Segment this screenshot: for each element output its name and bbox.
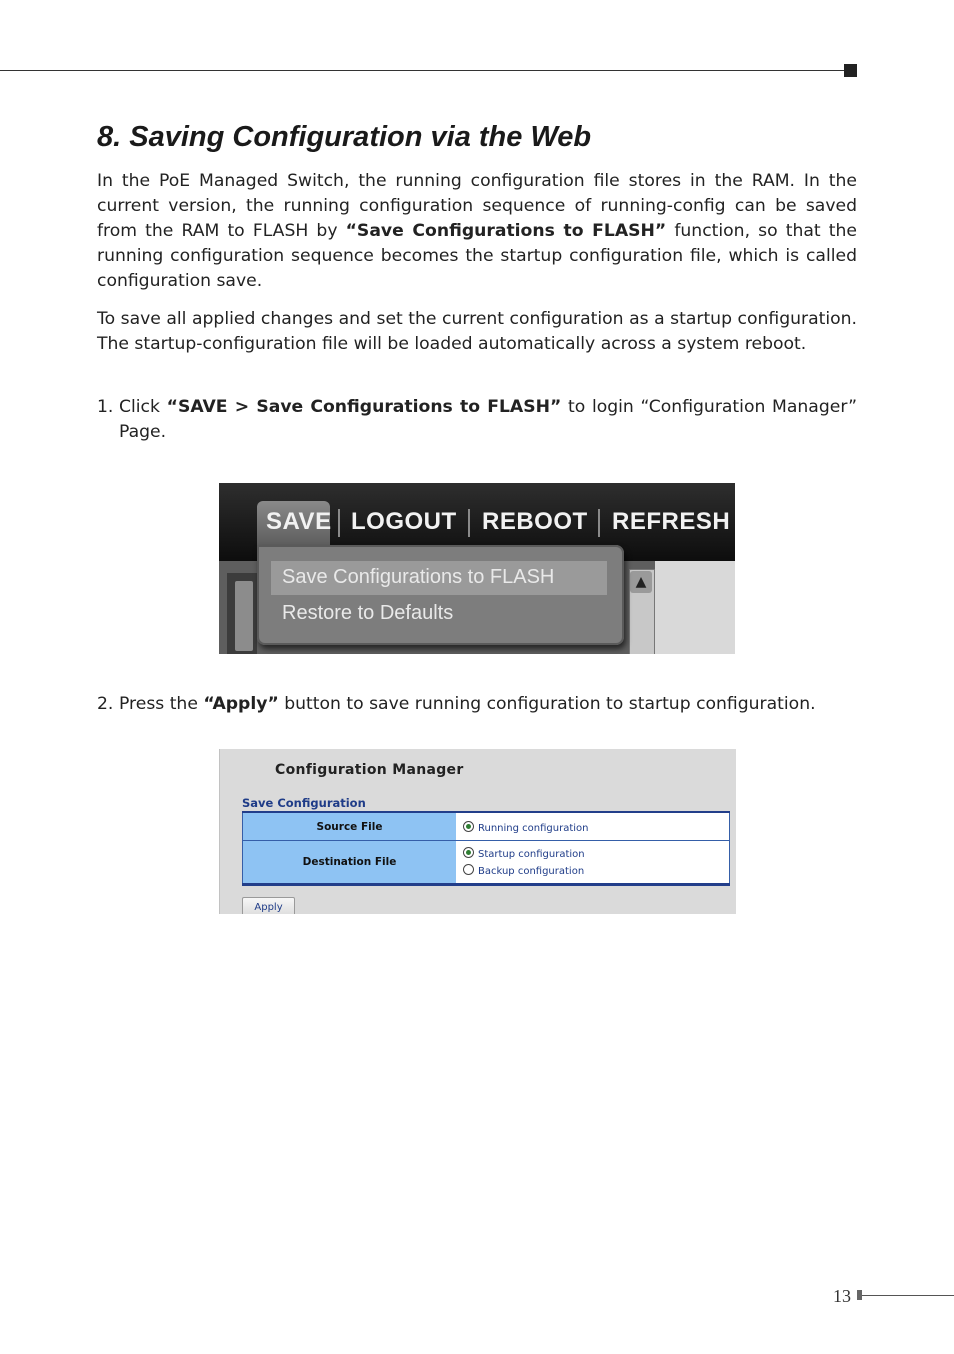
radio-backup-config[interactable] (463, 864, 584, 877)
source-file-label: Source File (242, 813, 457, 840)
step-bold-text: “SAVE > Save Configurations to FLASH” (166, 397, 562, 417)
config-manager-title: Configuration Manager (275, 762, 464, 778)
step-text: to login “Configuration Manager” Page. (119, 397, 858, 442)
dropdown-item-restore-defaults[interactable]: Restore to Defaults (282, 602, 454, 624)
save-dropdown-menu (257, 545, 624, 645)
menu-item-save[interactable]: SAVE (266, 508, 332, 535)
radio-selected-icon[interactable] (463, 821, 474, 832)
config-manager-screenshot (219, 749, 736, 914)
destination-file-cell (456, 841, 730, 883)
radio-label: Running configuration (478, 823, 589, 834)
background-button (235, 581, 253, 651)
radio-startup-config[interactable] (463, 847, 585, 860)
step-1-number: 1. (97, 397, 114, 417)
step-2-number: 2. (97, 694, 114, 714)
header-rule (0, 70, 846, 71)
step-text: Click (119, 397, 167, 417)
paragraph-text: In the PoE Managed Switch, the running configuration file stores in the RAM. In the current version, the running configuration sequence of running-config can be saved from the RAM to FLASH by (97, 171, 857, 241)
page-number: 13 (833, 1286, 851, 1306)
step-bold-text: “Apply” (203, 694, 279, 714)
dropdown-item-save-to-flash[interactable]: Save Configurations to FLASH (282, 566, 555, 588)
radio-label: Startup configuration (478, 849, 585, 860)
destination-file-label: Destination File (242, 841, 457, 883)
step-text: Press the (119, 694, 204, 714)
background-content (655, 561, 735, 654)
section-heading: 8. Saving Configuration via the Web (97, 121, 592, 153)
menu-item-refresh[interactable]: REFRESH (612, 508, 731, 535)
menu-item-logout[interactable]: LOGOUT (351, 508, 457, 535)
footer-rule (862, 1295, 954, 1296)
step-1-text (119, 395, 857, 445)
scroll-up-icon[interactable]: ▲ (630, 571, 652, 593)
paragraph-bold-text: “Save Configurations to FLASH” (345, 221, 667, 241)
menu-separator (468, 509, 470, 537)
step-text: button to save running configuration to startup configuration. (278, 694, 816, 714)
radio-label: Backup configuration (478, 866, 585, 877)
radio-unselected-icon[interactable] (463, 864, 474, 875)
paragraph-ram-flash (97, 169, 857, 294)
save-configuration-table (242, 811, 730, 886)
menu-screenshot (219, 483, 735, 654)
source-file-cell (456, 813, 730, 840)
menu-separator (338, 509, 340, 537)
save-configuration-section-title: Save Configuration (242, 796, 366, 810)
step-2-text (119, 692, 857, 717)
radio-running-config[interactable] (463, 821, 589, 834)
menu-separator (598, 509, 600, 537)
menu-item-reboot[interactable]: REBOOT (482, 508, 588, 535)
header-square-marker (844, 64, 857, 77)
apply-button[interactable]: Apply (242, 897, 295, 914)
table-row-source (242, 813, 730, 841)
radio-selected-icon[interactable] (463, 847, 474, 858)
table-row-destination (242, 841, 730, 883)
paragraph-text: function, so that the running configuration sequence becomes the startup configuration file, which is called configuration save. (97, 221, 858, 291)
paragraph-startup-config: To save all applied changes and set the current configuration as a startup configuration. The startup-configuration file will be loaded automatically across a system reboot. (97, 309, 857, 354)
